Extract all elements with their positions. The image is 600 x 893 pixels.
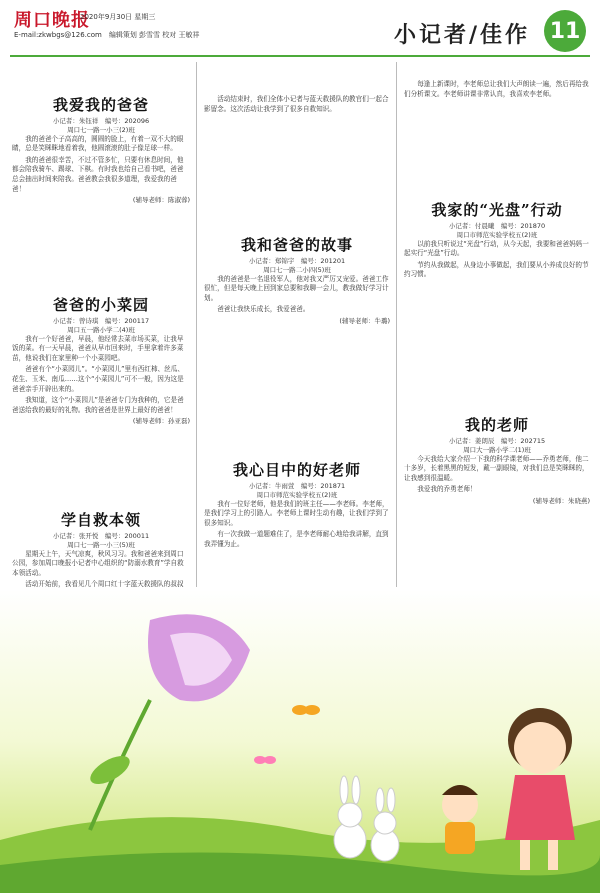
article-title: 爸爸的小菜园 (52, 296, 149, 314)
article-3: 学自救本领 小记者：张开悦 编号：200011 周口七一路一小三(5)班 星期天上午，天气凉爽，秋风习习。我和爸爸来到周口公园，参加周口晚报小记者中心组织的“防溺水教育”学自救本领活动。 活动开始前，我看见几个周口红十字蓝天救援队的叔叔 (12, 510, 190, 590)
contact-email: E-mail:zkwbgs@126.com 编辑策划 彭雪雪 校对 王敏祥 (14, 31, 200, 39)
article-5: 我心目中的好老师 小记者：牛雨萱 编号：201871 周口市师范实验学校五(2)班 我有一位好老师，他是我们的班主任——李老师。李老师，是我们学习上的引路人。李老师上课时生动有趣，让我们学到了很多知识。 有一次我做一道题难住了，是李老师耐心地给我讲解，直到我弄懂为止。 (204, 461, 389, 548)
article-title: 我家的“光盘”行动 (431, 201, 563, 219)
page-number: 11 (544, 10, 586, 52)
continued-text: 每逢上新课时，李老师总让我们大声朗读一遍，然后再给我们分析课文。李老师讲课非常认真，我喜欢李老师。 (404, 80, 589, 98)
article-7: 我的老师 小记者：姜朗辰 编号：202715 周口大一路小学二(1)班 今天我给大家介绍一下我的科学课老师——乔勇老师，他二十多岁，长着黑黑的短发，戴一副眼镜，对我们总是笑眯眯的，让我感到很温暖。 我爱我的乔勇老师！ (辅导老师：朱晓燕) (404, 416, 590, 505)
column-divider (196, 62, 197, 587)
article-title: 我和爸爸的故事 (240, 236, 353, 254)
children-illustration (0, 590, 600, 893)
article-title: 我心目中的好老师 (232, 461, 361, 479)
article-2: 爸爸的小菜园 小记者：曾诗琪 编号：200117 周口五一路小学二(4)班 我有一个好爸爸，早晨，他经常去菜市场买菜，让我早饭的菜。有一天早晨，爸爸从早市回来时，手里拿着许多菜苗，他说我们在家里种一个小菜园吧。 爸爸有个“小菜园儿”。“小菜园儿”里有西红柿、丝瓜、花生、玉米、南瓜……这个“小菜园儿”可不一般，因为这是爸爸亲手开辟出来的。 我知道，这个“小菜园儿”是爸爸专门为我种的，它是爸爸送给我的最好的礼物。我的爸爸是世界上最好的爸爸！ (辅导老师：孙亚磊) (12, 296, 190, 426)
masthead: 周口晚报 (14, 10, 90, 31)
issue-date: 2020年9月30日 星期三 (80, 13, 156, 21)
article-1: 我爱我的爸爸 小记者：朱钰祥 编号：202096 周口七一路一小三(2)班 我的爸爸个子高高的，圆圆的脸上，有着一双不大的眼睛，总是笑眯眯地看着我，他圆滚滚的肚子像足球一样。 我的爸爸很幸苦，不过不管多忙，只要有休息时间，他都会陪我骑车、踢球、下棋。有时我也给自己看书吧，爸爸总会抽出时间来陪我。爸爸教会我很多道理，我爱我的爸爸！ (辅导老师：陈淑蓉) (12, 96, 190, 205)
header-rule (10, 55, 590, 57)
article-6: 我家的“光盘”行动 小记者：付晨曦 编号：201870 周口市师范实验学校五(2)班 以前我只听说过“光盘”行动，从今天起，我要和爸爸妈妈一起实行“光盘”行动。 节约从我做起，从身边小事做起，我们要从小养成良好的节约习惯。 (404, 201, 589, 279)
article-4: 我和爸爸的故事 小记者：郑锦宇 编号：201201 周口七一路二小四(5)班 我的爸爸是一名退役军人，他对我又严厉又宠爱。爸爸工作很忙，但是每天晚上回到家总要和我聊一会儿，教我做好学习计划。 爸爸让我快乐成长，我爱爸爸。 (辅导老师：牛璐) (204, 236, 390, 325)
column-divider (396, 62, 397, 587)
article-title: 学自救本领 (60, 511, 141, 529)
article-title: 我的老师 (464, 416, 529, 434)
page-header (0, 0, 600, 60)
article-title: 我爱我的爸爸 (52, 96, 149, 114)
section-title: 小记者/佳作 (393, 22, 530, 48)
continued-text: 活动结束时，我们全体小记者与蓝天救援队的教官们一起合影留念。这次活动让我学到了很多自救知识。 (204, 95, 389, 113)
